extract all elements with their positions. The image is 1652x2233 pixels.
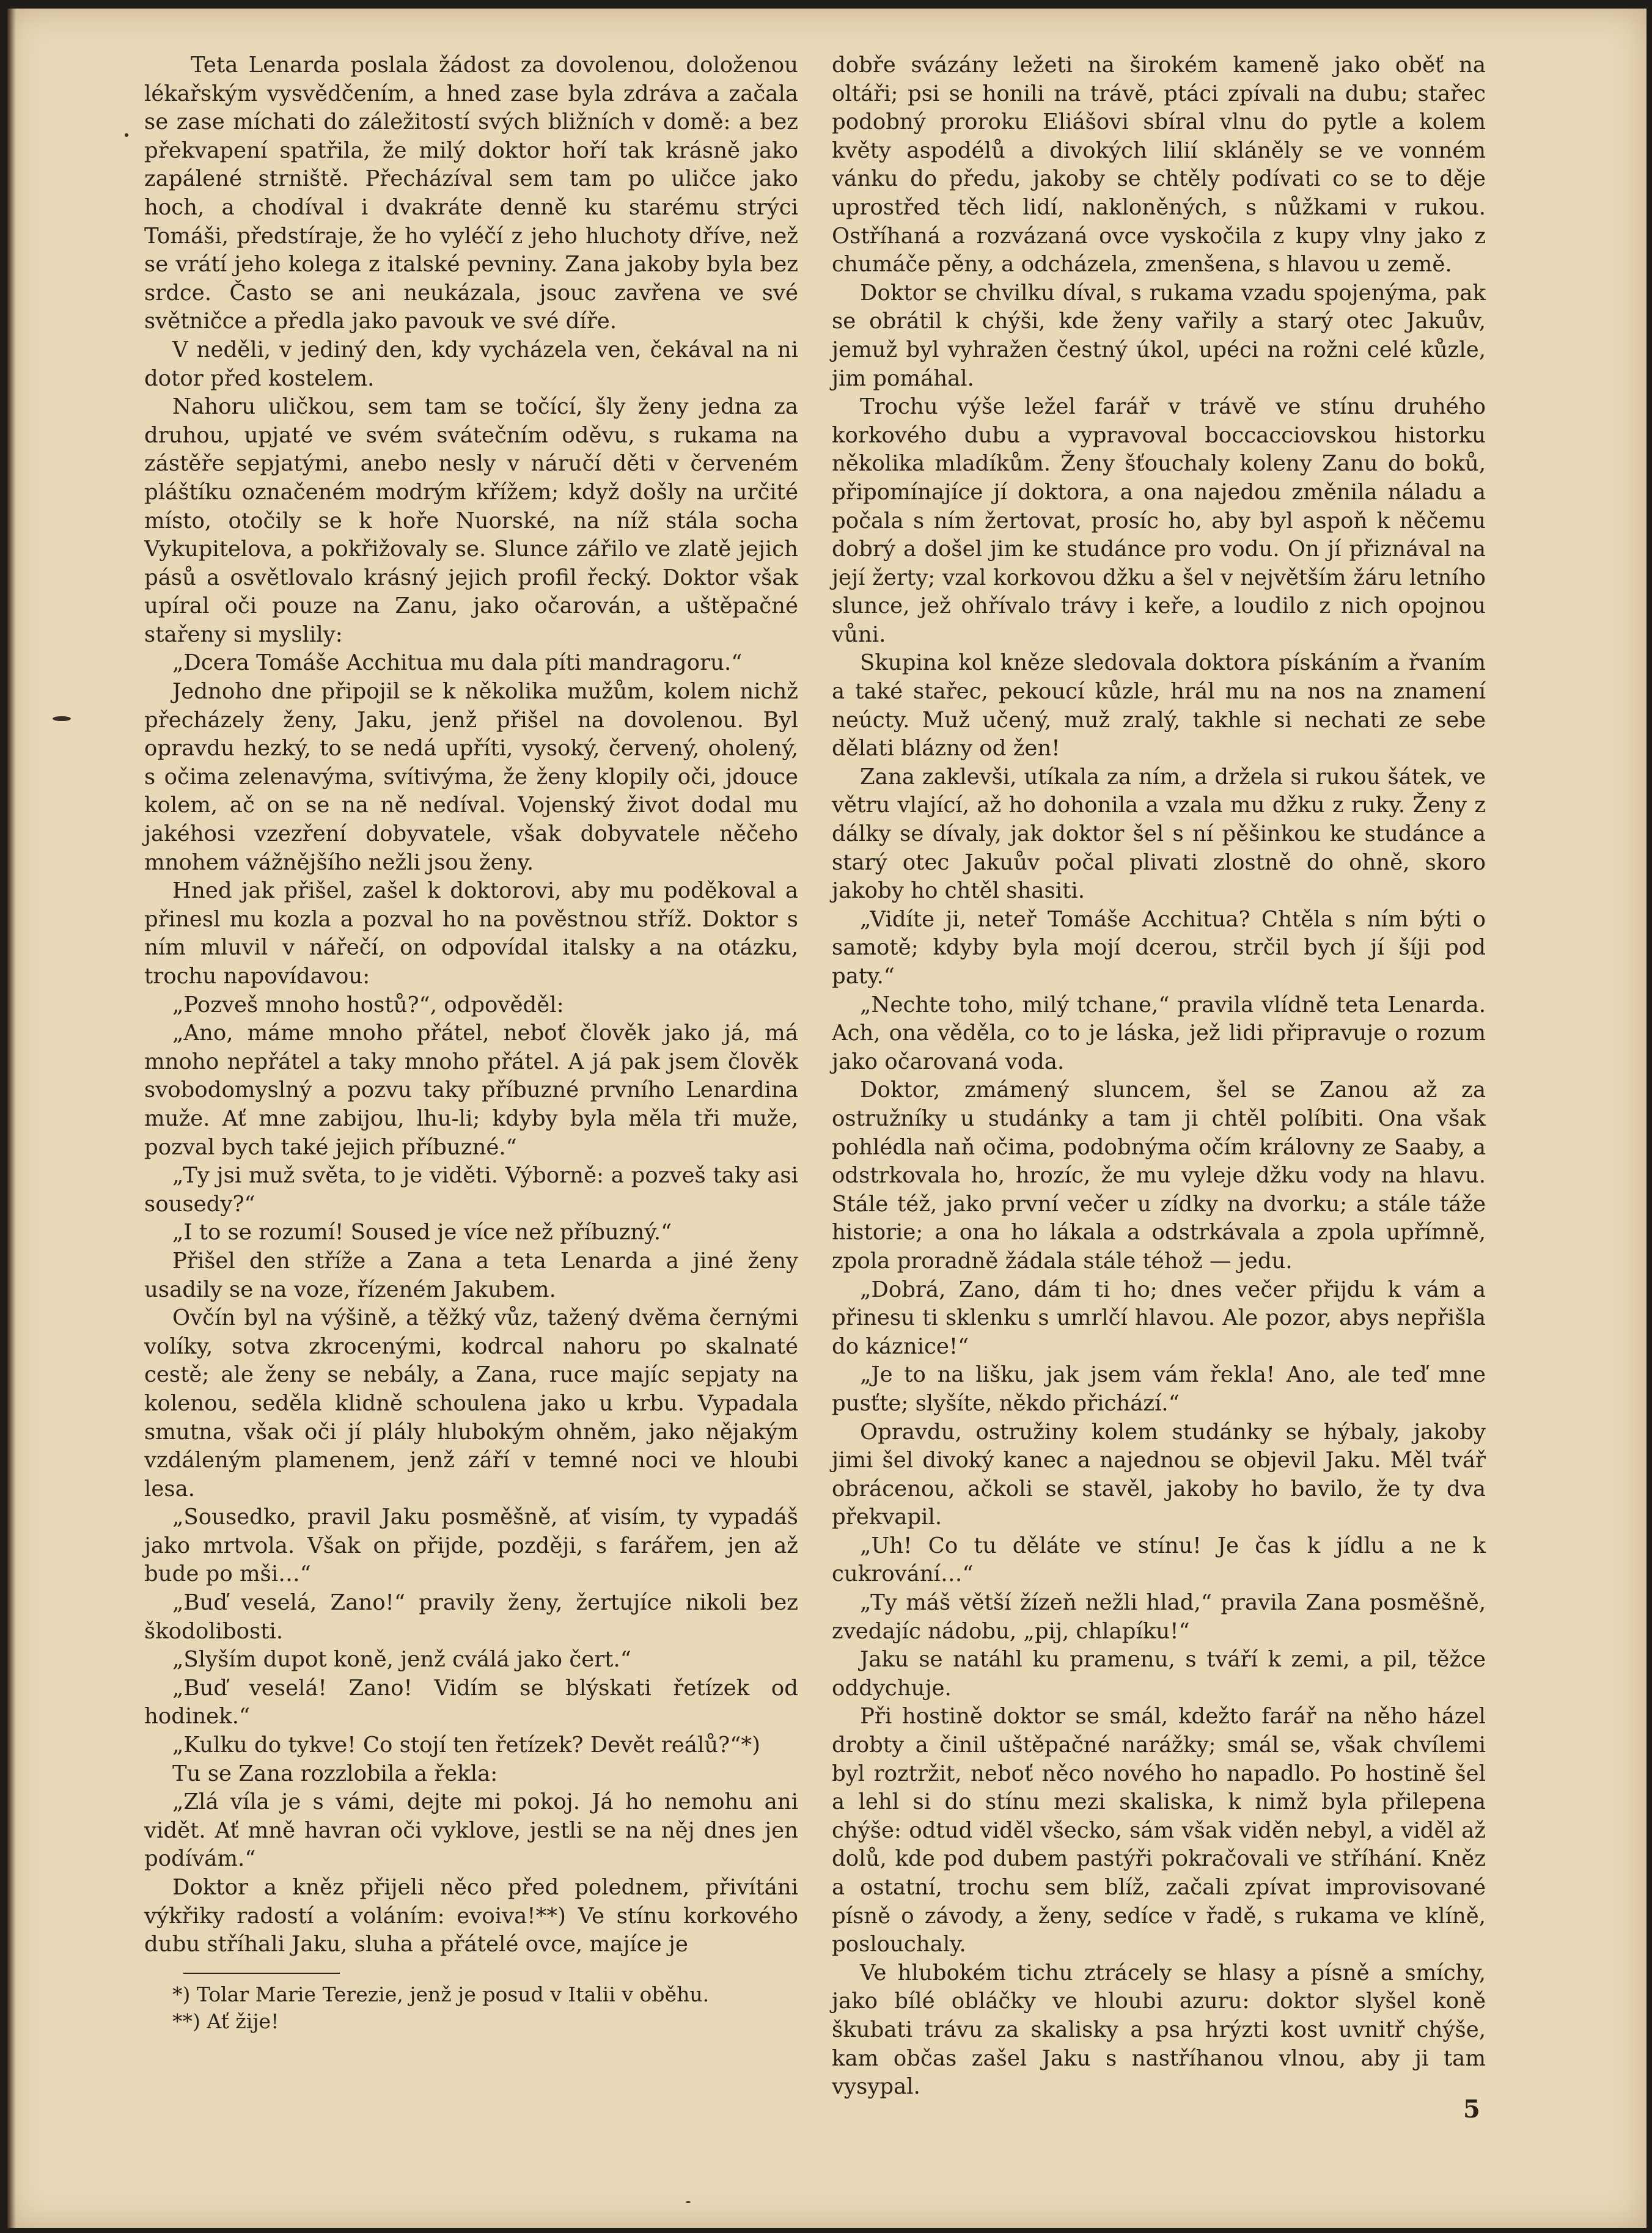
ink-speck	[125, 133, 128, 137]
ink-speck	[686, 2201, 691, 2203]
paragraph: „Buď veselá! Zano! Vidím se blýskati řetízek od hodinek.“	[144, 1675, 798, 1729]
page-number: 5	[1463, 2095, 1480, 2124]
paragraph: „Dobrá, Zano, dám ti ho; dnes večer přijdu k vám a přinesu ti sklenku s umrlčí hlavou. Ale pozor, abys nepřišla do káznice!“	[832, 1277, 1486, 1359]
paragraph: „Vidíte ji, neteř Tomáše Acchitua? Chtěla s ním býti o samotě; kdyby byla mojí dcerou, strčil bych jí šíji pod paty.“	[832, 906, 1486, 989]
paragraph: „Ty máš větší žízeň nežli hlad,“ pravila Zana posměšně, zvedajíc nádobu, „pij, chlapíku!“	[832, 1590, 1486, 1644]
paragraph: Doktor a kněz přijeli něco před polednem, přivítáni výkřiky radostí a voláním: evoiva!**) Ve stínu korkového dubu stříhali Jaku, sluha a přátelé ovce, majíce je	[144, 1875, 798, 1957]
paragraph: „Sousedko, pravil Jaku posměšně, ať visím, ty vypadáš jako mrtvola. Však on přijde, později, s farářem, jen až bude po mši…“	[144, 1505, 798, 1587]
paragraph: Jednoho dne připojil se k několika mužům, kolem nichž přecházely ženy, Jaku, jenž přišel na dovolenou. Byl opravdu hezký, to se nedá upříti, vysoký, červený, oholený, s očima zelenavýma, svítivýma, že ženy klopily oči, jdouce kolem, ač on se na ně nedíval. Vojenský život dodal mu jakéhosi vzezření dobyvatele, však dobyvatele něčeho mnohem vážnějšího nežli jsou ženy.	[144, 679, 798, 875]
paragraph: „Je to na lišku, jak jsem vám řekla! Ano, ale teď mne pusťte; slyšíte, někdo přichází.“	[832, 1362, 1486, 1416]
paragraph: Teta Lenarda poslala žádost za dovolenou, doloženou lékařským vysvědčením, a hned zase byla zdráva a začala se zase míchati do záležitostí svých bližních v domě: a bez překvapení spatřila, že milý doktor hoří tak krásně jako zapálené strniště. Přecházíval sem tam po uličce jako hoch, a chodíval i dvakráte denně ku starému strýci Tomáši, předstíraje, že ho vyléčí z jeho hluchoty dříve, než se vrátí jeho kolega z italské pevniny. Zana jakoby byla bez srdce. Často se ani neukázala, jsouc zavřena ve své světničce a předla jako pavouk ve své díře.	[144, 53, 798, 334]
paragraph: dobře svázány ležeti na širokém kameně jako oběť na oltáři; psi se honili na trávě, ptáci zpívali na dubu; stařec podobný proroku Eliášovi sbíral vlnu do pytle a kolem květy aspodélů a divokých lilií skláněly se ve vonném vánku do předu, jakoby se chtěly podívati co se to děje uprostřed těch lidí, nakloněných, s nůžkami v rukou. Ostříhaná a rozvázaná ovce vyskočila z kupy vlny jako z chumáče pěny, a odcházela, zmenšena, s hlavou u země.	[832, 53, 1486, 277]
paragraph: „Slyším dupot koně, jenž cválá jako čert.“	[172, 1647, 631, 1673]
left-column	[144, 51, 798, 2035]
paragraph: „Dcera Tomáše Acchitua mu dala píti mandragoru.“	[172, 650, 743, 676]
paragraph: Doktor, zmámený sluncem, šel se Zanou až za ostružníky u studánky a tam ji chtěl políbiti. Ona však pohlédla naň očima, podobnýma očím královny ze Saaby, a odstrkovala ho, hrozíc, že mu vyleje džku vody na hlavu. Stále též, jako první večer u zídky na dvorku; a stále táže historie; a ona ho lákala a odstrkávala a zpola upřímně, zpola proradně žádala stále téhož — jedu.	[832, 1077, 1486, 1274]
paragraph: Trochu výše ležel farář v trávě ve stínu druhého korkového dubu a vypravoval boccacciovskou historku několika mladíkům. Ženy šťouchaly koleny Zanu do boků, připomínajíce jí doktora, a ona najedou změnila náladu a počala s ním žertovat, prosíc ho, aby byl aspoň k něčemu dobrý a došel jim ke studánce pro vodu. On jí přiznával na její žerty; vzal korkovou džku a šel v největším žáru letního slunce, jež ohřívalo trávy i keře, a loudilo z nich opojnou vůni.	[832, 394, 1486, 647]
right-column	[832, 51, 1486, 2102]
paragraph: „I to se rozumí! Soused je více než příbuzný.“	[172, 1220, 672, 1245]
ink-speck	[53, 716, 71, 721]
footnote-divider	[183, 1973, 340, 1974]
paragraph: Jaku se natáhl ku pramenu, s tváří k zemi, a pil, těžce oddychuje.	[832, 1647, 1486, 1701]
paragraph: Tu se Zana rozzlobila a řekla:	[172, 1761, 498, 1786]
paragraph: Nahoru uličkou, sem tam se točící, šly ženy jedna za druhou, upjaté ve svém svátečním oděvu, s rukama na zástěře sepjatými, anebo nesly v náručí děti v červeném pláštíku označeném modrým křížem; když došly na určité místo, otočily se k hoře Nuorské, na níž stála socha Vykupitelova, a pokřižovaly se. Slunce zářilo ve zlatě jejich pásů a osvětlovalo krásný jejich profil řecký. Doktor však upíral oči pouze na Zanu, jako očarován, a uštěpačné stařeny si myslily:	[144, 394, 798, 647]
paragraph: „Uh! Co tu děláte ve stínu! Je čas k jídlu a ne k cukrování…“	[832, 1533, 1486, 1587]
page-binding-edge	[7, 9, 16, 2228]
paragraph: „Ano, máme mnoho přátel, neboť člověk jako já, má mnoho nepřátel a taky mnoho přátel. A já pak jsem člověk svobodomyslný a pozvu taky příbuzné prvního Lenardina muže. Ať mne zabijou, lhu-li; kdyby byla měla tři muže, pozval bych také jejich příbuzné.“	[144, 1021, 798, 1160]
paragraph: „Pozveš mnoho hostů?“, odpověděl:	[172, 992, 564, 1018]
footnote: *) Tolar Marie Terezie, jenž je posud v Italii v oběhu.	[172, 1982, 710, 2006]
paragraph: Ovčín byl na výšině, a těžký vůz, tažený dvěma černými volíky, sotva zkrocenými, kodrcal nahoru po skalnaté cestě; ale ženy se nebály, a Zana, ruce majíc sepjaty na kolenou, seděla klidně schoulena jako u krbu. Vypadala smutna, však oči jí plály hlubokým ohněm, jako nějakým vzdáleným plamenem, jenž září v temné noci ve hloubi lesa.	[144, 1305, 798, 1502]
paragraph: Opravdu, ostružiny kolem studánky se hýbaly, jakoby jimi šel divoký kanec a najednou se objevil Jaku. Měl tvář obrácenou, ačkoli se stavěl, jakoby ho bavilo, že ty dva překvapil.	[832, 1419, 1486, 1530]
footnote: **) Ať žije!	[172, 2009, 279, 2033]
paragraph: Přišel den stříže a Zana a teta Lenarda a jiné ženy usadily se na voze, řízeném Jakubem.	[144, 1248, 798, 1302]
paragraph: „Kulku do tykve! Co stojí ten řetízek? Devět reálů?“*)	[172, 1733, 760, 1758]
paragraph: Zana zaklevši, utíkala za ním, a držela si rukou šátek, ve větru vlající, až ho dohonila a vzala mu džku z ruky. Ženy z dálky se dívaly, jak doktor šel s ní pěšinkou ke studánce a starý otec Jakuův počal plivati zlostně do ohně, skoro jakoby ho chtěl shasiti.	[832, 764, 1486, 904]
paragraph: Skupina kol kněze sledovala doktora pískáním a řvaním a také stařec, pekoucí kůzle, hrál mu na nos na znamení neúcty. Muž učený, muž zralý, takhle si nechati ze sebe dělati blázny od žen!	[832, 650, 1486, 761]
paragraph: „Zlá víla je s vámi, dejte mi pokoj. Já ho nemohu ani vidět. Ať mně havran oči vyklove, jestli se na něj dnes jen podívám.“	[144, 1789, 798, 1872]
paragraph: „Buď veselá, Zano!“ pravily ženy, žertujíce nikoli bez škodolibosti.	[144, 1590, 798, 1644]
paragraph: „Ty jsi muž světa, to je viděti. Výborně: a pozveš taky asi sousedy?“	[144, 1163, 798, 1217]
paragraph: Doktor se chvilku díval, s rukama vzadu spojenýma, pak se obrátil k chýši, kde ženy vařily a starý otec Jakuův, jemuž byl vyhražen čestný úkol, upéci na rožni celé kůzle, jim pomáhal.	[832, 280, 1486, 391]
paragraph: Hned jak přišel, zašel k doktorovi, aby mu poděkoval a přinesl mu kozla a pozval ho na pověstnou stříž. Doktor s ním mluvil v nářečí, on odpovídal italsky a na otázku, trochu napovídavou:	[144, 878, 798, 989]
paragraph: V neděli, v jediný den, kdy vycházela ven, čekával na ni dotor před kostelem.	[144, 337, 798, 391]
paragraph: „Nechte toho, milý tchane,“ pravila vlídně teta Lenarda. Ach, ona věděla, co to je láska, jež lidi připravuje o rozum jako očarovaná voda.	[832, 992, 1486, 1074]
paragraph: Ve hlubokém tichu ztrácely se hlasy a písně a smíchy, jako bílé obláčky ve hloubi azuru: doktor slyšel koně škubati trávu za skalisky a psa hrýzti kost uvnitř chýše, kam občas zašel Jaku s nastříhanou vlnou, aby ji tam vysypal.	[832, 1960, 1486, 2100]
paragraph: Při hostině doktor se smál, kdežto farář na něho házel drobty a činil uštěpačné narážky; smál se, však chvílemi byl roztržit, neboť něco nového ho napadlo. Po hostině šel a lehl si do stínu mezi skaliska, k nimž byla přilepena chýše: odtud viděl všecko, sám však viděn nebyl, a viděl až dolů, kde pod dubem pastýři pokračovali ve stříhání. Kněz a ostatní, trochu sem blíž, začali zpívat improvisované písně o závody, a ženy, sedíce v řadě, s rukama ve klíně, poslouchaly.	[832, 1704, 1486, 1957]
